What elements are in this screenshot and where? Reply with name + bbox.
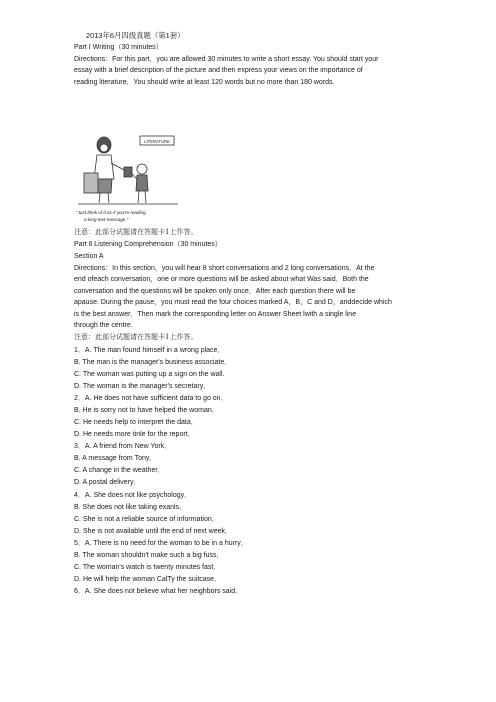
question-line: D. He needs more tinle for the report． — [74, 431, 195, 438]
literature-cartoon — [74, 131, 182, 224]
question-line: 6．A. She does not believe what her neighbors said． — [74, 588, 243, 595]
part2-directions-line: Directions：In this section，you will hear 8 short conversations and 2 long conversations．At the — [74, 265, 375, 272]
question-line: B. She does not like taking exanls． — [74, 504, 187, 511]
part2-directions-line: end ofeach conversation，one or more questions will be asked about what Was said．Both the — [74, 276, 369, 284]
part1-heading: Part Ⅰ Writing（30 minutes） — [74, 44, 163, 51]
question-line: C. She is not a reliable source of information． — [74, 516, 219, 523]
question-line: B. He is sorry not to have helped the woman． — [74, 407, 219, 414]
question-line: C. The woman's watch is twenty minutes fast． — [74, 564, 221, 571]
answer-sheet-notice: 注意：此部分试题请在答题卡1上作答。 — [74, 333, 198, 341]
part1-directions — [74, 54, 423, 88]
question-line: C. He needs help to interpret the data． — [74, 419, 198, 426]
question-line: B. The woman shouldn't make such a big fuss． — [74, 552, 224, 559]
question-line: C. The woman was putting up a sign on the wall. — [74, 371, 225, 378]
cartoon-caption-line: "Just think of it as if you're reading — [76, 210, 146, 215]
question-line: D. A postal delivery． — [74, 479, 141, 486]
question-line: 4．A. She does not like psychology． — [74, 492, 192, 499]
exam-title: 2013年6月四级真题（第1套） — [86, 31, 185, 40]
cartoon-caption-line: a long text-message." — [84, 217, 129, 222]
question-line: D. He will help the woman CalTy the suitcase． — [74, 576, 222, 583]
question-line: B. A message from Tony． — [74, 455, 157, 462]
question-line: D. She is not available until the end of next week． — [74, 528, 232, 535]
question-line: D. The woman is the manager's secretary． — [74, 383, 211, 390]
part2-directions-line: through the centre. — [74, 322, 133, 330]
question-line: 3．A. A friend from New York． — [74, 443, 172, 450]
cartoon-sign-text: LITERATURE — [144, 139, 170, 144]
part1-directions-line: reading literature．You should write at least 120 words but no more than 180 words. — [74, 78, 335, 86]
part2-directions-line: apause. During the pause，you must read the four choices marked A，B，C and D，anddecide which — [74, 299, 392, 307]
part1-directions-line: Directions：For this part，you are allowed 30 minutes to write a short essay. You should start your — [74, 56, 379, 63]
question-line: B. The man is the manager's business associate． — [74, 359, 232, 366]
question-line: C. A change in the weather． — [74, 467, 165, 474]
part2-heading: Part Ⅱ Listening Comprehension（30 minutes） — [74, 241, 222, 248]
part2-directions-line: is the best answer．Then mark the corresponding letter on Answer Sheet lwith a single line — [74, 310, 357, 318]
question-line: 1．A. The man found himself in a wrong place． — [74, 347, 225, 354]
part2-directions-line: conversation and the questions will be spoken only once．After each question there will be — [74, 287, 356, 295]
section-a-heading: Section A — [74, 253, 104, 260]
answer-sheet-notice: 注意：此部分试题请在答题卡1上作答。 — [74, 228, 198, 236]
question-line: 2．A. He does not have sufficient data to go on． — [74, 395, 228, 402]
question-line: 5．A. There is no need for the woman to be in a hurry． — [74, 540, 248, 547]
part2-directions — [74, 263, 423, 331]
part1-directions-line: essay with a brief description of the picture and then express your views on the importance of — [74, 67, 363, 75]
